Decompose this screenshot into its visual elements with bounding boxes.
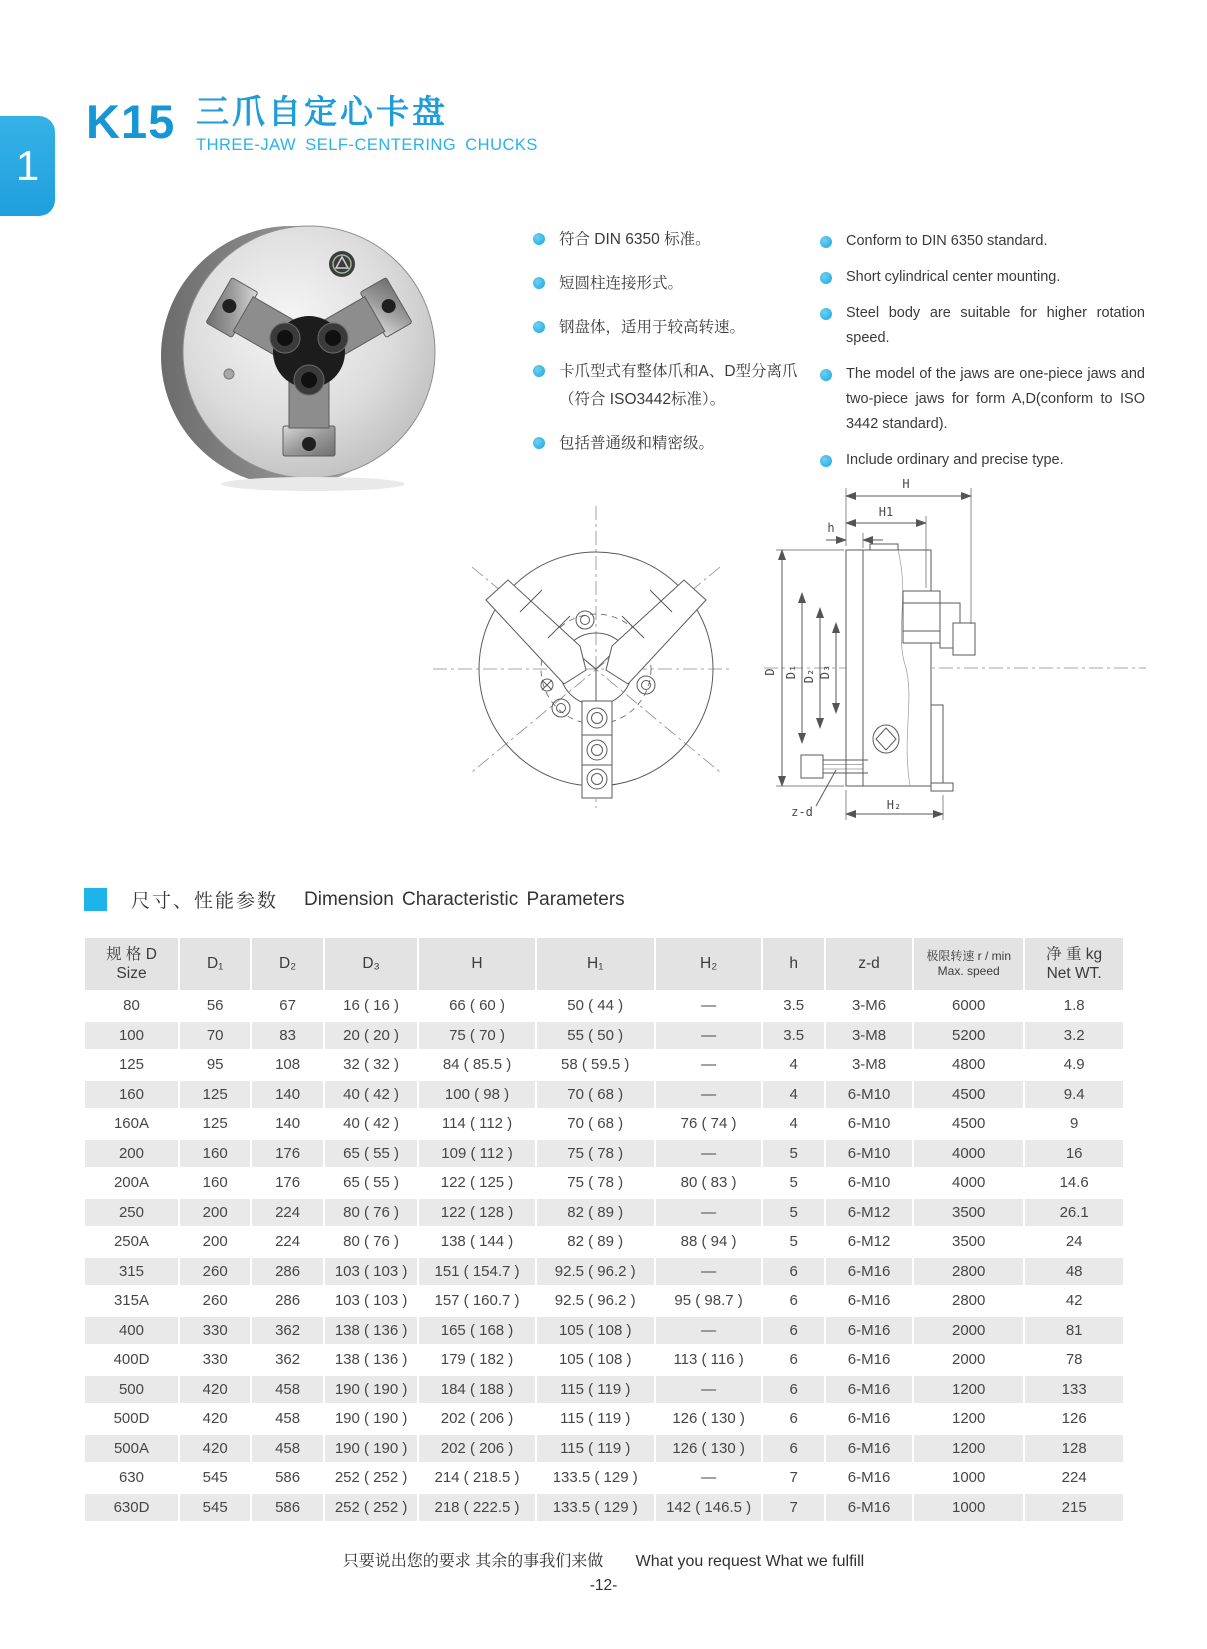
cell-h2: — [656, 992, 762, 1020]
cell-speed: 5200 [914, 1022, 1023, 1050]
table-row [85, 1169, 1123, 1197]
table-row [85, 1110, 1123, 1138]
table-row [85, 1081, 1123, 1109]
cell-h2: — [656, 1199, 762, 1227]
cell-speed: 2800 [914, 1258, 1023, 1286]
bullet-dot-icon [820, 236, 832, 248]
cell-weight: 3.2 [1025, 1022, 1123, 1050]
face-screw [224, 369, 234, 379]
cell-d1: 200 [180, 1228, 250, 1256]
cell-d3: 190 ( 190 ) [325, 1405, 418, 1433]
dimension-table [83, 936, 1125, 1523]
cell-size: 200 [85, 1140, 178, 1168]
cell-weight: 9 [1025, 1110, 1123, 1138]
cell-d2: 140 [252, 1081, 322, 1109]
cell-speed: 1200 [914, 1405, 1023, 1433]
cell-speed: 4500 [914, 1081, 1023, 1109]
cell-h-small: 6 [763, 1346, 824, 1374]
cell-h1: 115 ( 119 ) [537, 1405, 654, 1433]
cell-h2: 113 ( 116 ) [656, 1346, 762, 1374]
cell-h1: 92.5 ( 96.2 ) [537, 1258, 654, 1286]
cell-size: 400D [85, 1346, 178, 1374]
dim-label-H2: H₂ [886, 798, 902, 812]
bullet-dot-icon [820, 272, 832, 284]
feature-text: 包括普通级和精密级。 [559, 434, 715, 452]
cell-d3: 103 ( 103 ) [325, 1287, 418, 1315]
cell-d2: 67 [252, 992, 322, 1020]
cell-h2: 126 ( 130 ) [656, 1435, 762, 1463]
feature-item [533, 270, 821, 297]
cell-h1: 70 ( 68 ) [537, 1081, 654, 1109]
col-size: 规 格 D Size [85, 938, 178, 990]
cell-h1: 105 ( 108 ) [537, 1317, 654, 1345]
cell-h1: 115 ( 119 ) [537, 1435, 654, 1463]
cell-d3: 138 ( 136 ) [325, 1317, 418, 1345]
cell-weight: 9.4 [1025, 1081, 1123, 1109]
cell-size: 315A [85, 1287, 178, 1315]
section-marker-icon [84, 888, 107, 911]
cell-d3: 80 ( 76 ) [325, 1199, 418, 1227]
cell-d3: 103 ( 103 ) [325, 1258, 418, 1286]
cell-speed: 2800 [914, 1287, 1023, 1315]
feature-item [533, 358, 821, 412]
footer-slogan-en: What you request What we fulfill [635, 1553, 865, 1570]
dim-label-D: D [763, 668, 777, 676]
table-row [85, 1051, 1123, 1079]
table-row [85, 1376, 1123, 1404]
cell-h: 114 ( 112 ) [419, 1110, 534, 1138]
cell-speed: 3500 [914, 1228, 1023, 1256]
cell-h1: 92.5 ( 96.2 ) [537, 1287, 654, 1315]
cell-weight: 81 [1025, 1317, 1123, 1345]
cell-h-small: 4 [763, 1110, 824, 1138]
dim-label-zd: z-d [791, 805, 813, 819]
cell-h1: 133.5 ( 129 ) [537, 1464, 654, 1492]
chuck-front-view [408, 488, 730, 813]
table-row [85, 1494, 1123, 1522]
section-title-en: Dimension Characteristic Parameters [304, 888, 625, 910]
feature-item [820, 301, 1145, 351]
cell-size: 400 [85, 1317, 178, 1345]
cell-speed: 2000 [914, 1317, 1023, 1345]
cell-speed: 3500 [914, 1199, 1023, 1227]
col-h: H [419, 938, 534, 990]
section-title-cn: 尺寸、性能参数 [131, 891, 279, 912]
cell-d3: 32 ( 32 ) [325, 1051, 418, 1079]
cell-d2: 286 [252, 1258, 322, 1286]
feature-item [820, 362, 1145, 437]
cell-d1: 160 [180, 1140, 250, 1168]
cell-d2: 586 [252, 1464, 322, 1492]
cell-speed: 6000 [914, 992, 1023, 1020]
cell-speed: 2000 [914, 1346, 1023, 1374]
cell-d1: 260 [180, 1258, 250, 1286]
cell-d2: 458 [252, 1405, 322, 1433]
cell-h2: 142 ( 146.5 ) [656, 1494, 762, 1522]
cell-weight: 78 [1025, 1346, 1123, 1374]
cell-h2: 76 ( 74 ) [656, 1110, 762, 1138]
cell-h1: 75 ( 78 ) [537, 1169, 654, 1197]
cell-zd: 6-M16 [826, 1494, 912, 1522]
cell-h: 151 ( 154.7 ) [419, 1258, 534, 1286]
cell-weight: 126 [1025, 1405, 1123, 1433]
table-row [85, 1199, 1123, 1227]
cell-h1: 115 ( 119 ) [537, 1376, 654, 1404]
dim-label-D1: D₁ [784, 664, 798, 680]
photo-shadow [221, 477, 405, 491]
cell-zd: 6-M16 [826, 1346, 912, 1374]
cell-d2: 108 [252, 1051, 322, 1079]
feature-text: 卡爪型式有整体爪和A、D型分离爪（符合 ISO3442标准）。 [559, 363, 798, 408]
cell-zd: 6-M16 [826, 1464, 912, 1492]
cell-d1: 330 [180, 1346, 250, 1374]
cell-weight: 14.6 [1025, 1169, 1123, 1197]
cell-d2: 83 [252, 1022, 322, 1050]
cell-d1: 56 [180, 992, 250, 1020]
cell-h-small: 7 [763, 1464, 824, 1492]
table-header [85, 938, 1123, 990]
cell-h1: 58 ( 59.5 ) [537, 1051, 654, 1079]
cell-zd: 6-M10 [826, 1140, 912, 1168]
cell-d3: 138 ( 136 ) [325, 1346, 418, 1374]
cell-h2: — [656, 1258, 762, 1286]
cell-weight: 4.9 [1025, 1051, 1123, 1079]
cell-d2: 458 [252, 1435, 322, 1463]
cell-h: 109 ( 112 ) [419, 1140, 534, 1168]
table-row [85, 1435, 1123, 1463]
chuck-photo-illustration [133, 212, 481, 497]
cell-weight: 133 [1025, 1376, 1123, 1404]
cell-h2: 126 ( 130 ) [656, 1405, 762, 1433]
feature-item [533, 226, 821, 253]
cell-d1: 545 [180, 1464, 250, 1492]
cell-h: 100 ( 98 ) [419, 1081, 534, 1109]
col-h1: H₁ [537, 938, 654, 990]
cell-speed: 1000 [914, 1464, 1023, 1492]
cell-zd: 6-M16 [826, 1435, 912, 1463]
page-title [196, 86, 538, 155]
cell-d3: 40 ( 42 ) [325, 1081, 418, 1109]
cell-speed: 1200 [914, 1435, 1023, 1463]
cell-d1: 200 [180, 1199, 250, 1227]
cell-h-small: 7 [763, 1494, 824, 1522]
cell-h-small: 5 [763, 1140, 824, 1168]
cell-size: 250A [85, 1228, 178, 1256]
cell-d3: 190 ( 190 ) [325, 1376, 418, 1404]
cell-size: 160 [85, 1081, 178, 1109]
cell-h-small: 6 [763, 1258, 824, 1286]
cell-size: 80 [85, 992, 178, 1020]
cell-d3: 190 ( 190 ) [325, 1435, 418, 1463]
cell-size: 100 [85, 1022, 178, 1050]
table-row [85, 1405, 1123, 1433]
cell-weight: 42 [1025, 1287, 1123, 1315]
cell-speed: 4000 [914, 1169, 1023, 1197]
table-row [85, 1287, 1123, 1315]
cell-zd: 6-M16 [826, 1317, 912, 1345]
cell-d1: 125 [180, 1110, 250, 1138]
cell-h-small: 5 [763, 1199, 824, 1227]
table-body [85, 992, 1123, 1521]
feature-text: Steel body are suitable for higher rotation speed. [846, 304, 1145, 346]
cell-h: 202 ( 206 ) [419, 1435, 534, 1463]
cell-h2: 80 ( 83 ) [656, 1169, 762, 1197]
cell-size: 250 [85, 1199, 178, 1227]
cell-zd: 6-M16 [826, 1258, 912, 1286]
cell-h: 75 ( 70 ) [419, 1022, 534, 1050]
table-row [85, 1464, 1123, 1492]
section-header [84, 886, 625, 913]
footer-slogan-cn: 只要说出您的要求 其余的事我们来做 [342, 1553, 604, 1570]
cell-h: 84 ( 85.5 ) [419, 1051, 534, 1079]
bullet-dot-icon [533, 321, 545, 333]
feature-text: Short cylindrical center mounting. [846, 268, 1061, 285]
dim-label-H: H [902, 477, 910, 491]
bullet-dot-icon [533, 233, 545, 245]
cell-weight: 24 [1025, 1228, 1123, 1256]
bullet-dot-icon [820, 308, 832, 320]
cell-h-small: 3.5 [763, 992, 824, 1020]
cell-weight: 224 [1025, 1464, 1123, 1492]
cell-h: 122 ( 128 ) [419, 1199, 534, 1227]
cell-d1: 260 [180, 1287, 250, 1315]
cell-h-small: 6 [763, 1435, 824, 1463]
cell-h1: 133.5 ( 129 ) [537, 1494, 654, 1522]
feature-item [533, 314, 821, 341]
cell-h2: — [656, 1464, 762, 1492]
cell-h2: — [656, 1051, 762, 1079]
table-row [85, 1317, 1123, 1345]
cell-h-small: 6 [763, 1376, 824, 1404]
cell-d2: 176 [252, 1169, 322, 1197]
cell-d2: 362 [252, 1317, 322, 1345]
cell-h: 179 ( 182 ) [419, 1346, 534, 1374]
cell-zd: 6-M16 [826, 1287, 912, 1315]
table-row [85, 1346, 1123, 1374]
feature-text: The model of the jaws are one-piece jaws and two-piece jaws for form A,D(conform to ISO 3442 standard). [846, 365, 1145, 432]
cell-h1: 105 ( 108 ) [537, 1346, 654, 1374]
col-weight: 净 重 kg Net WT. [1025, 938, 1123, 990]
cell-d3: 65 ( 55 ) [325, 1140, 418, 1168]
cell-zd: 6-M16 [826, 1376, 912, 1404]
cell-size: 630D [85, 1494, 178, 1522]
cell-h-small: 4 [763, 1051, 824, 1079]
feature-text: 符合 DIN 6350 标准。 [559, 231, 711, 248]
cell-h-small: 5 [763, 1169, 824, 1197]
cell-zd: 6-M10 [826, 1110, 912, 1138]
bullet-dot-icon [533, 277, 545, 289]
cell-d3: 65 ( 55 ) [325, 1169, 418, 1197]
side-view-drawing [698, 428, 1160, 830]
cell-d1: 70 [180, 1022, 250, 1050]
cell-size: 500A [85, 1435, 178, 1463]
dim-label-h: h [827, 521, 835, 535]
table-header-row [85, 938, 1123, 990]
cell-h: 122 ( 125 ) [419, 1169, 534, 1197]
cell-d2: 362 [252, 1346, 322, 1374]
cell-size: 160A [85, 1110, 178, 1138]
cell-d1: 160 [180, 1169, 250, 1197]
cell-speed: 1200 [914, 1376, 1023, 1404]
cell-d3: 16 ( 16 ) [325, 992, 418, 1020]
cell-speed: 4800 [914, 1051, 1023, 1079]
cell-zd: 6-M10 [826, 1081, 912, 1109]
title-chinese: 三爪自定心卡盘 [196, 93, 448, 130]
cell-h2: 88 ( 94 ) [656, 1228, 762, 1256]
cell-d1: 545 [180, 1494, 250, 1522]
cell-d2: 286 [252, 1287, 322, 1315]
cell-h: 157 ( 160.7 ) [419, 1287, 534, 1315]
cell-size: 125 [85, 1051, 178, 1079]
cell-size: 500D [85, 1405, 178, 1433]
cell-h: 218 ( 222.5 ) [419, 1494, 534, 1522]
cell-h2: — [656, 1022, 762, 1050]
cell-h-small: 3.5 [763, 1022, 824, 1050]
cell-zd: 3-M8 [826, 1051, 912, 1079]
title-english: THREE-JAW SELF-CENTERING CHUCKS [196, 136, 538, 154]
cell-h1: 50 ( 44 ) [537, 992, 654, 1020]
chuck-side-view [698, 428, 1160, 830]
cell-h: 138 ( 144 ) [419, 1228, 534, 1256]
cell-weight: 48 [1025, 1258, 1123, 1286]
cell-h-small: 6 [763, 1287, 824, 1315]
front-view-drawing [408, 488, 730, 813]
table-row [85, 1022, 1123, 1050]
cell-h: 165 ( 168 ) [419, 1317, 534, 1345]
footer-slogan [0, 1548, 1207, 1571]
cell-weight: 1.8 [1025, 992, 1123, 1020]
cell-zd: 6-M16 [826, 1405, 912, 1433]
cell-zd: 3-M6 [826, 992, 912, 1020]
cell-weight: 128 [1025, 1435, 1123, 1463]
cell-d3: 252 ( 252 ) [325, 1464, 418, 1492]
cell-zd: 6-M12 [826, 1199, 912, 1227]
table-row [85, 1140, 1123, 1168]
bullet-dot-icon [820, 369, 832, 381]
product-photo [133, 212, 481, 497]
cell-h2: — [656, 1140, 762, 1168]
cell-h: 214 ( 218.5 ) [419, 1464, 534, 1492]
cell-h-small: 6 [763, 1405, 824, 1433]
cell-weight: 16 [1025, 1140, 1123, 1168]
cell-d3: 80 ( 76 ) [325, 1228, 418, 1256]
dim-label-D2: D₂ [802, 668, 816, 684]
cell-d2: 140 [252, 1110, 322, 1138]
cell-size: 630 [85, 1464, 178, 1492]
cell-d2: 224 [252, 1199, 322, 1227]
cell-d1: 420 [180, 1376, 250, 1404]
chapter-tab [0, 116, 55, 216]
cell-h1: 75 ( 78 ) [537, 1140, 654, 1168]
feature-item [820, 265, 1145, 290]
cell-weight: 26.1 [1025, 1199, 1123, 1227]
col-h2: H₂ [656, 938, 762, 990]
table-row [85, 1258, 1123, 1286]
cell-size: 200A [85, 1169, 178, 1197]
col-speed: 极限转速 r / min Max. speed [914, 938, 1023, 990]
model-code: K15 [86, 95, 176, 148]
cell-d1: 95 [180, 1051, 250, 1079]
cell-d3: 40 ( 42 ) [325, 1110, 418, 1138]
cell-d3: 20 ( 20 ) [325, 1022, 418, 1050]
cell-h-small: 4 [763, 1081, 824, 1109]
cell-h1: 82 ( 89 ) [537, 1228, 654, 1256]
cell-size: 315 [85, 1258, 178, 1286]
col-d2: D₂ [252, 938, 322, 990]
table-row [85, 1228, 1123, 1256]
table-row [85, 992, 1123, 1020]
feature-item [820, 229, 1145, 254]
cell-d2: 224 [252, 1228, 322, 1256]
cell-d1: 125 [180, 1081, 250, 1109]
cell-h1: 55 ( 50 ) [537, 1022, 654, 1050]
cell-h: 66 ( 60 ) [419, 992, 534, 1020]
bullet-dot-icon [533, 437, 545, 449]
cell-h1: 82 ( 89 ) [537, 1199, 654, 1227]
cell-d1: 420 [180, 1405, 250, 1433]
cell-h2: — [656, 1376, 762, 1404]
feature-text: Conform to DIN 6350 standard. [846, 233, 1048, 249]
cell-zd: 6-M10 [826, 1169, 912, 1197]
col-zd: z-d [826, 938, 912, 990]
cell-h: 184 ( 188 ) [419, 1376, 534, 1404]
col-d3: D₃ [325, 938, 418, 990]
cell-speed: 1000 [914, 1494, 1023, 1522]
cell-h: 202 ( 206 ) [419, 1405, 534, 1433]
feature-text: 短圆柱连接形式。 [559, 275, 684, 293]
cell-d2: 458 [252, 1376, 322, 1404]
cell-h2: 95 ( 98.7 ) [656, 1287, 762, 1315]
cell-h2: — [656, 1317, 762, 1345]
cell-speed: 4500 [914, 1110, 1023, 1138]
cell-zd: 6-M12 [826, 1228, 912, 1256]
dim-label-D3: D₃ [818, 664, 832, 680]
cell-d1: 420 [180, 1435, 250, 1463]
cell-d2: 176 [252, 1140, 322, 1168]
chapter-number: 1 [15, 142, 40, 189]
cell-d2: 586 [252, 1494, 322, 1522]
cell-d3: 252 ( 252 ) [325, 1494, 418, 1522]
cell-h-small: 6 [763, 1317, 824, 1345]
feature-text: Include ordinary and precise type. [846, 451, 1064, 468]
page-number: -12- [589, 1577, 618, 1594]
feature-text: 钢盘体，适用于较高转速。 [559, 319, 746, 337]
cell-speed: 4000 [914, 1140, 1023, 1168]
cell-size: 500 [85, 1376, 178, 1404]
cell-zd: 3-M8 [826, 1022, 912, 1050]
col-h-small: h [763, 938, 824, 990]
cell-d1: 330 [180, 1317, 250, 1345]
cell-h1: 70 ( 68 ) [537, 1110, 654, 1138]
cell-h2: — [656, 1081, 762, 1109]
dim-label-H1: H1 [878, 505, 894, 519]
col-d1: D₁ [180, 938, 250, 990]
cell-weight: 215 [1025, 1494, 1123, 1522]
bullet-dot-icon [533, 365, 545, 377]
cell-h-small: 5 [763, 1228, 824, 1256]
